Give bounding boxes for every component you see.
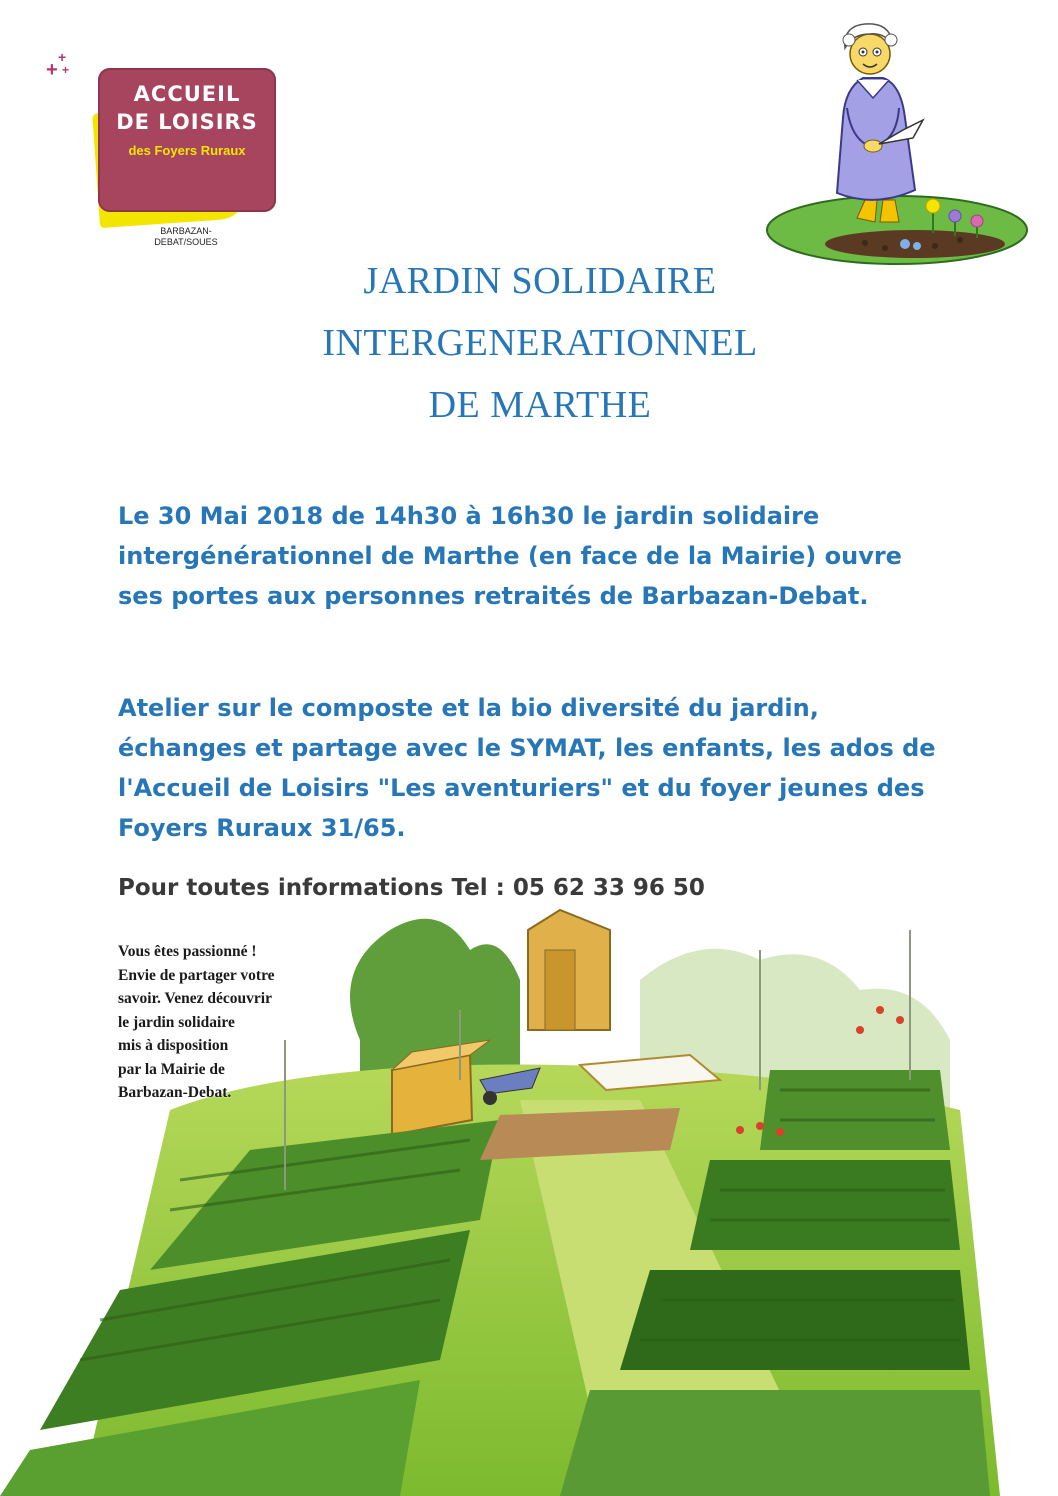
- contact-info: Pour toutes informations Tel : 05 62 33 96 50: [118, 875, 705, 901]
- logo-location: [126, 226, 246, 248]
- logo-box: [98, 68, 276, 212]
- logo-line-1: ACCUEIL: [133, 82, 241, 106]
- plus-icon: +: [58, 49, 67, 65]
- logo-location-line-1: BARBAZAN-: [160, 226, 212, 236]
- accueil-de-loisirs-logo: [38, 48, 258, 247]
- side-note-line: Vous êtes passionné !: [118, 943, 257, 960]
- logo-location-line-2: DEBAT/SOUES: [154, 237, 218, 247]
- page-title: [200, 250, 880, 436]
- event-paragraph: Le 30 Mai 2018 de 14h30 à 16h30 le jardin solidaire intergénérationnel de Marthe (en face de la Mairie) ouvre ses portes aux personnes retraités de Barbazan-Debat.: [118, 502, 902, 610]
- grandmother-gardener-icon: [765, 18, 1030, 268]
- workshop-paragraph: Atelier sur le composte et la bio diversité du jardin, échanges et partage avec le SYMAT, les enfants, les ados de l'Accueil de Loisirs "Les aventuriers" et du foyer jeunes des Foyers Ruraux 31/65.: [118, 694, 936, 842]
- side-note-line: par la Mairie de: [118, 1060, 225, 1078]
- logo-line-2: DE LOISIRS: [116, 110, 258, 134]
- side-note-line: le jardin solidaire: [118, 1013, 235, 1031]
- plus-icon: +: [46, 59, 58, 81]
- logo-line-3: des Foyers Ruraux: [128, 143, 246, 158]
- title-line-2: INTERGENERATIONNEL: [322, 322, 758, 364]
- side-note-line: Envie de partager votre: [118, 966, 275, 984]
- side-note-line: Barbazan-Debat.: [118, 1084, 232, 1101]
- plus-icon: +: [62, 63, 70, 77]
- side-note-line: mis à disposition: [118, 1037, 229, 1054]
- title-line-1: JARDIN SOLIDAIRE: [363, 260, 717, 302]
- side-note-line: savoir. Venez découvrir: [118, 990, 272, 1007]
- side-note: [118, 940, 358, 1105]
- title-line-3: DE MARTHE: [428, 384, 652, 426]
